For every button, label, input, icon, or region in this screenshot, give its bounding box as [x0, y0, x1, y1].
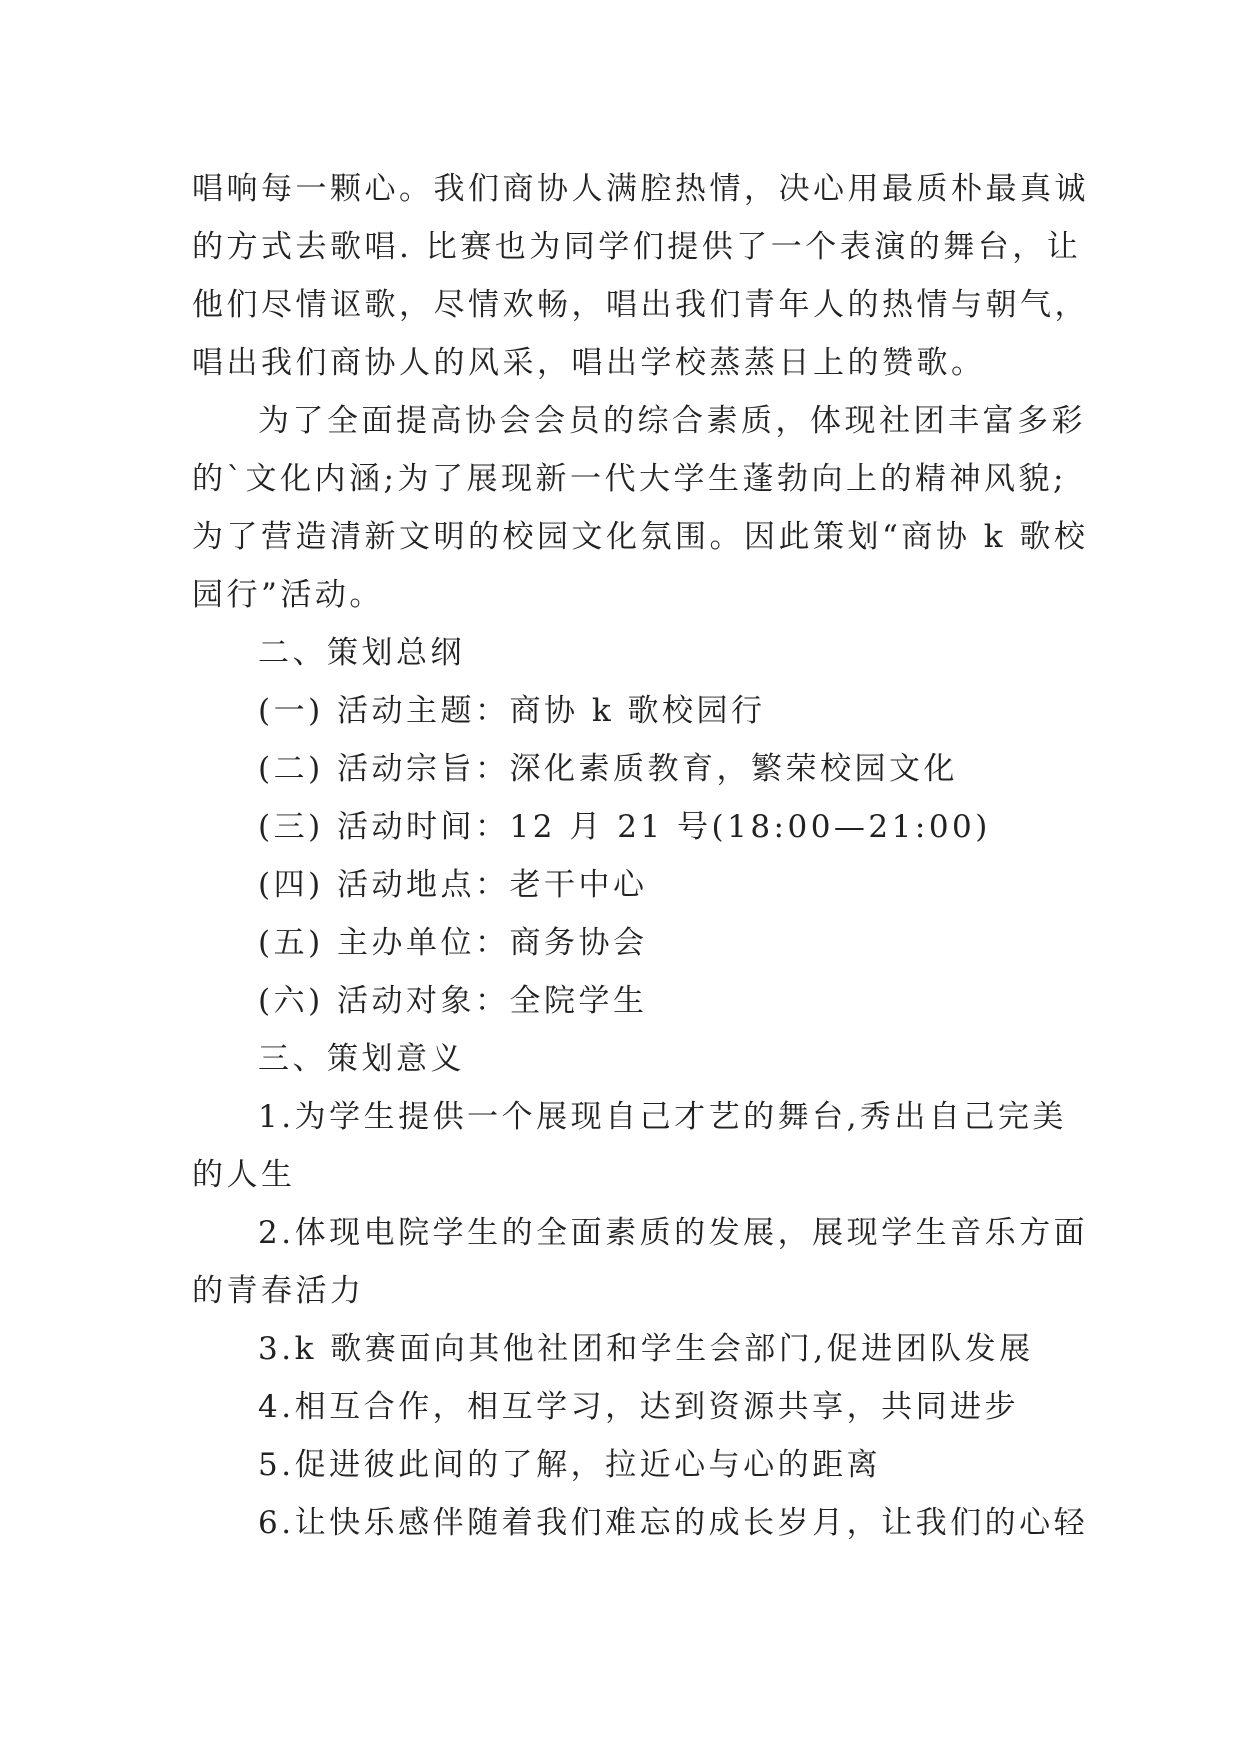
document-body — [192, 160, 1089, 1552]
text-line: 园行”活动。 — [192, 577, 384, 613]
text-line: 为了全面提高协会会员的综合素质，体现社团丰富多彩 — [258, 403, 1086, 439]
text-line: 的人生 — [192, 1157, 296, 1193]
list-item: (四) 活动地点：老干中心 — [258, 867, 648, 903]
list-item: 2.体现电院学生的全面素质的发展，展现学生音乐方面 — [258, 1215, 1089, 1251]
list-item: 4.相互合作，相互学习，达到资源共享，共同进步 — [258, 1389, 1020, 1425]
list-item: (三) 活动时间：12 月 21 号(18:00—21:00) — [258, 809, 991, 845]
list-item: (一) 活动主题：商协 k 歌校园行 — [258, 693, 766, 729]
text-line: 为了营造清新文明的校园文化氛围。因此策划“商协 k 歌校 — [192, 519, 1089, 555]
list-item: (五) 主办单位：商务协会 — [258, 925, 648, 961]
text-line: 他们尽情讴歌，尽情欢畅，唱出我们青年人的热情与朝气， — [192, 287, 1089, 323]
list-item: (二) 活动宗旨：深化素质教育，繁荣校园文化 — [258, 751, 959, 787]
list-item: (六) 活动对象：全院学生 — [258, 983, 648, 1019]
list-item: 3.k 歌赛面向其他社团和学生会部门,促进团队发展 — [258, 1331, 1034, 1367]
list-item: 5.促进彼此间的了解，拉近心与心的距离 — [258, 1447, 882, 1483]
list-item: 1.为学生提供一个展现自己才艺的舞台,秀出自己完美 — [258, 1099, 1067, 1135]
section-heading: 三、策划意义 — [258, 1041, 465, 1077]
list-item: 6.让快乐感伴随着我们难忘的成长岁月，让我们的心轻 — [258, 1505, 1089, 1541]
text-line: 的青春活力 — [192, 1273, 365, 1309]
text-line: 的`文化内涵;为了展现新一代大学生蓬勃向上的精神风貌; — [192, 461, 1067, 497]
text-line: 唱响每一颗心。我们商协人满腔热情，决心用最质朴最真诚 — [192, 171, 1089, 207]
text-line: 唱出我们商协人的风采，唱出学校蒸蒸日上的赞歌。 — [192, 345, 986, 381]
section-heading: 二、策划总纲 — [258, 635, 465, 671]
text-line: 的方式去歌唱. 比赛也为同学们提供了一个表演的舞台，让 — [192, 229, 1082, 265]
